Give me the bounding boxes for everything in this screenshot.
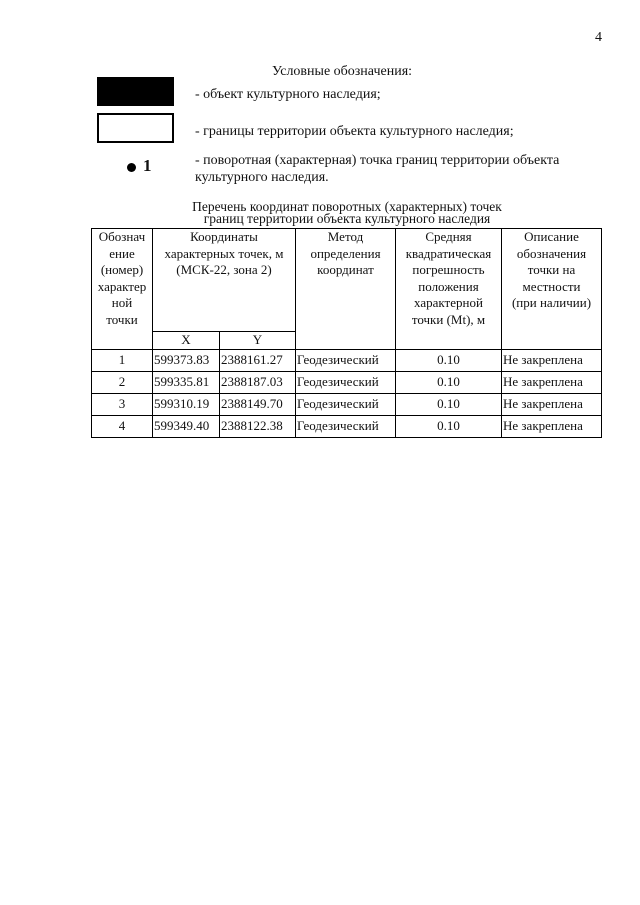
cell-mean-error: 0.10 xyxy=(396,371,502,393)
cell-description: Не закреплена xyxy=(502,393,602,415)
table-caption-line2: границ территории объекта культурного наследия xyxy=(203,211,491,226)
legend-item-turning-point-line2: культурного наследия. xyxy=(195,170,329,185)
cell-point-number: 3 xyxy=(92,393,153,415)
cell-y: 2388122.38 xyxy=(220,415,296,437)
cell-y: 2388161.27 xyxy=(220,349,296,371)
legend-item-turning-point xyxy=(195,152,559,186)
header-x: X xyxy=(153,332,220,350)
territory-boundary-symbol xyxy=(97,113,174,143)
cell-x: 599310.19 xyxy=(153,393,220,415)
cell-y: 2388149.70 xyxy=(220,393,296,415)
cell-mean-error: 0.10 xyxy=(396,415,502,437)
table-row xyxy=(92,371,602,393)
page-number: 4 xyxy=(595,30,602,45)
heritage-object-symbol xyxy=(97,77,174,106)
turning-point-symbol-label: 1 xyxy=(143,156,152,175)
header-y: Y xyxy=(220,332,296,350)
cell-description: Не закреплена xyxy=(502,349,602,371)
cell-point-number: 2 xyxy=(92,371,153,393)
cell-mean-error: 0.10 xyxy=(396,393,502,415)
header-coordinates: Координаты характерных точек, м (МСК-22, зона 2) xyxy=(153,229,296,332)
cell-description: Не закреплена xyxy=(502,371,602,393)
legend-item-heritage-object: - объект культурного наследия; xyxy=(195,87,381,102)
cell-method: Геодезический xyxy=(296,415,396,437)
cell-method: Геодезический xyxy=(296,371,396,393)
cell-point-number: 1 xyxy=(92,349,153,371)
coordinates-table xyxy=(91,228,602,438)
header-mean-error: Средняя квадратическая погрешность положения характерной точки (Mt), м xyxy=(396,229,502,350)
legend-title: Условные обозначения: xyxy=(272,64,413,79)
cell-x: 599349.40 xyxy=(153,415,220,437)
table-row xyxy=(92,393,602,415)
cell-x: 599373.83 xyxy=(153,349,220,371)
header-designation: Обознач ение (номер) характер ной точки xyxy=(92,229,153,350)
cell-method: Геодезический xyxy=(296,349,396,371)
cell-description: Не закреплена xyxy=(502,415,602,437)
table-caption-line1: Перечень координат поворотных (характерных) точек xyxy=(192,199,502,214)
legend-item-turning-point-line1: - поворотная (характерная) точка границ территории объекта xyxy=(195,153,560,168)
table-row xyxy=(92,349,602,371)
cell-x: 599335.81 xyxy=(153,371,220,393)
cell-y: 2388187.03 xyxy=(220,371,296,393)
turning-point-symbol xyxy=(127,163,136,172)
header-description: Описание обозначения точки на местности (при наличии) xyxy=(502,229,602,350)
legend-item-territory-boundary: - границы территории объекта культурного наследия; xyxy=(195,124,514,139)
cell-mean-error: 0.10 xyxy=(396,349,502,371)
cell-method: Геодезический xyxy=(296,393,396,415)
cell-point-number: 4 xyxy=(92,415,153,437)
header-method: Метод определения координат xyxy=(296,229,396,350)
table-row xyxy=(92,415,602,437)
